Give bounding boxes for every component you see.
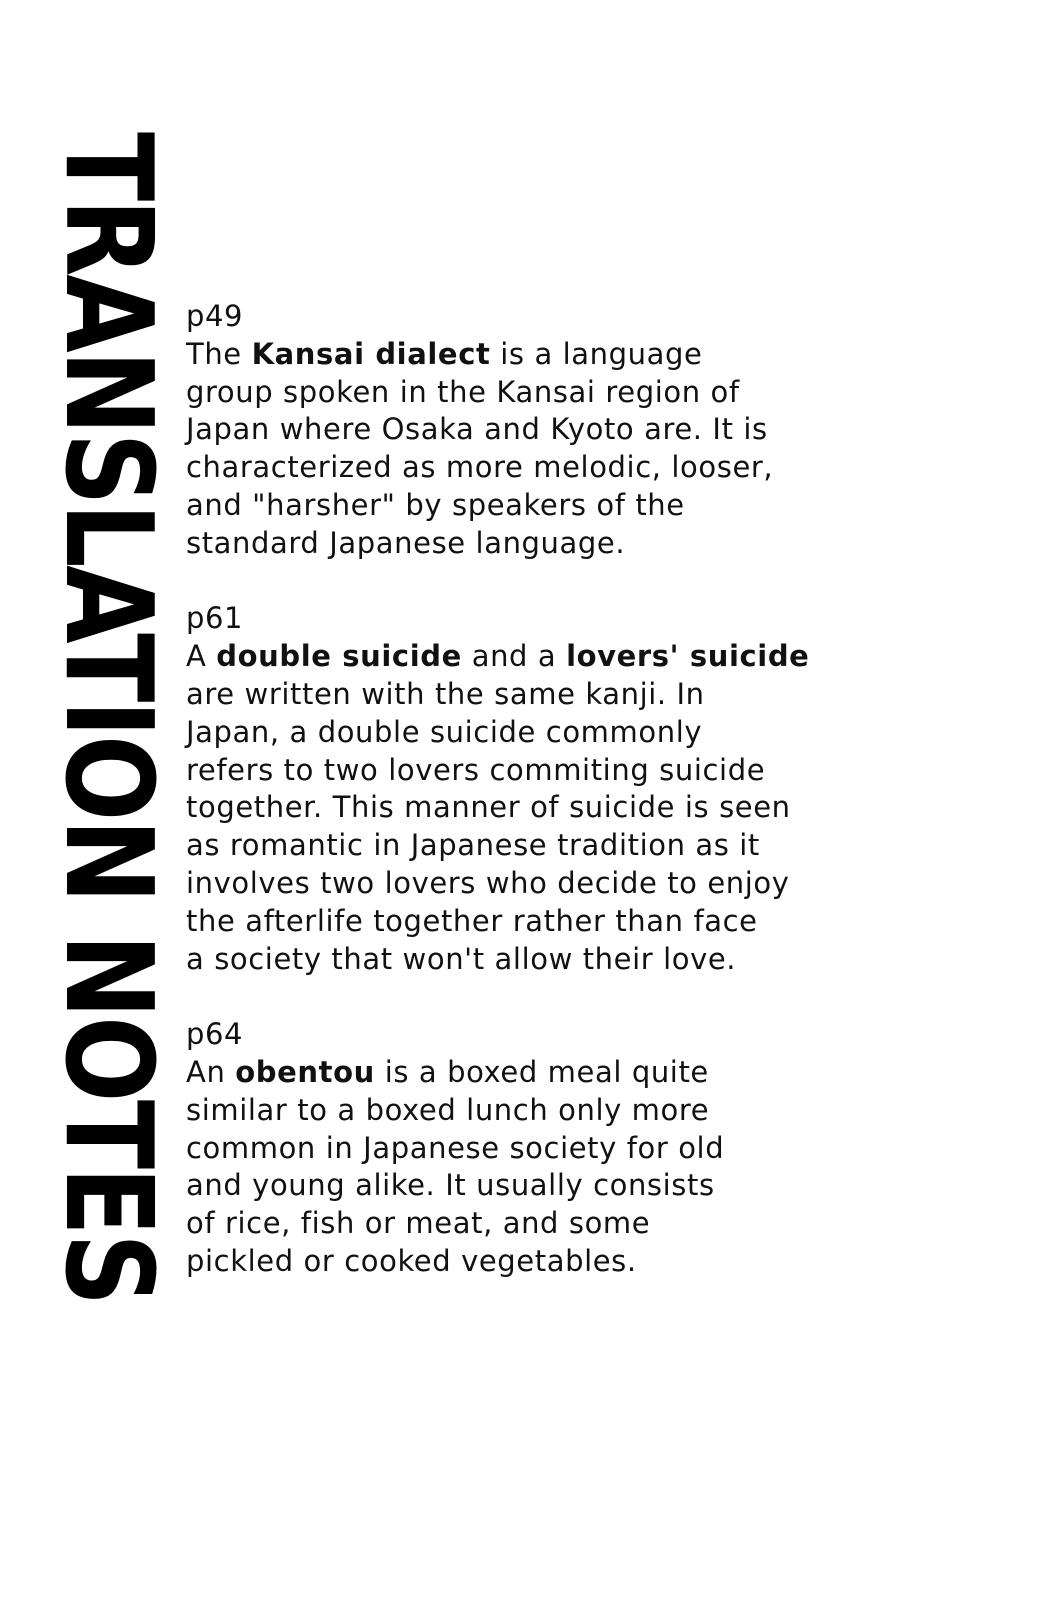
note-p61 (186, 600, 826, 978)
note-line (186, 1243, 826, 1281)
note-p64 (186, 1016, 826, 1281)
note-text: and "harsher" by speakers of the (186, 487, 685, 522)
note-term: obentou (235, 1054, 375, 1089)
note-text: together. This manner of suicide is seen (186, 790, 791, 825)
note-text: A (186, 639, 217, 674)
notes-list (186, 298, 826, 1319)
note-text: pickled or cooked vegetables. (186, 1243, 637, 1278)
note-line (186, 487, 826, 525)
note-line (186, 1054, 826, 1092)
note-text: the afterlife together rather than face (186, 903, 758, 938)
note-line (186, 865, 826, 903)
note-text: a society that won't allow their love. (186, 941, 737, 976)
note-page-ref: p61 (186, 601, 244, 636)
note-page-ref: p49 (186, 299, 244, 333)
note-text: as romantic in Japanese tradition as it (186, 828, 760, 863)
note-line (186, 1167, 826, 1205)
note-line (186, 1130, 826, 1168)
note-text: and a (461, 639, 567, 674)
note-text: is a language (490, 336, 703, 371)
note-text: group spoken in the Kansai region of (186, 374, 740, 409)
note-text: similar to a boxed lunch only more (186, 1092, 710, 1127)
note-line (186, 676, 826, 714)
note-line (186, 827, 826, 865)
note-text: are written with the same kanji. In (186, 676, 705, 711)
note-line (186, 638, 826, 676)
note-line (186, 1205, 826, 1243)
note-line (186, 374, 826, 412)
note-line (186, 449, 826, 487)
note-text: involves two lovers who decide to enjoy (186, 865, 790, 900)
note-line (186, 941, 826, 979)
note-line (186, 903, 826, 941)
note-line (186, 789, 826, 827)
note-page-ref: p64 (186, 1017, 244, 1052)
note-line (186, 1092, 826, 1130)
heading-text: TRANSLATION NOTES (38, 132, 180, 1304)
note-line (186, 336, 826, 374)
note-text: and young alike. It usually consists (186, 1168, 715, 1203)
note-text: of rice, fish or meat, and some (186, 1206, 651, 1241)
note-text: characterized as more melodic, looser, (186, 450, 774, 485)
note-text: is a boxed meal quite (374, 1054, 709, 1089)
note-text: common in Japanese society for old (186, 1130, 725, 1165)
note-text: refers to two lovers commiting suicide (186, 752, 766, 787)
note-term: double suicide (216, 639, 462, 674)
note-term: lovers' suicide (566, 639, 810, 674)
note-text: An (186, 1054, 236, 1089)
translation-notes-heading (38, 132, 180, 1442)
note-text: Japan where Osaka and Kyoto are. It is (186, 412, 768, 447)
note-line (186, 752, 826, 790)
note-text: Japan, a double suicide commonly (186, 714, 703, 749)
note-p49 (186, 298, 826, 563)
note-text: standard Japanese language. (186, 525, 626, 560)
note-term: Kansai dialect (251, 336, 491, 371)
note-line (186, 525, 826, 563)
note-line (186, 714, 826, 752)
note-text: The (186, 336, 252, 371)
note-line (186, 411, 826, 449)
